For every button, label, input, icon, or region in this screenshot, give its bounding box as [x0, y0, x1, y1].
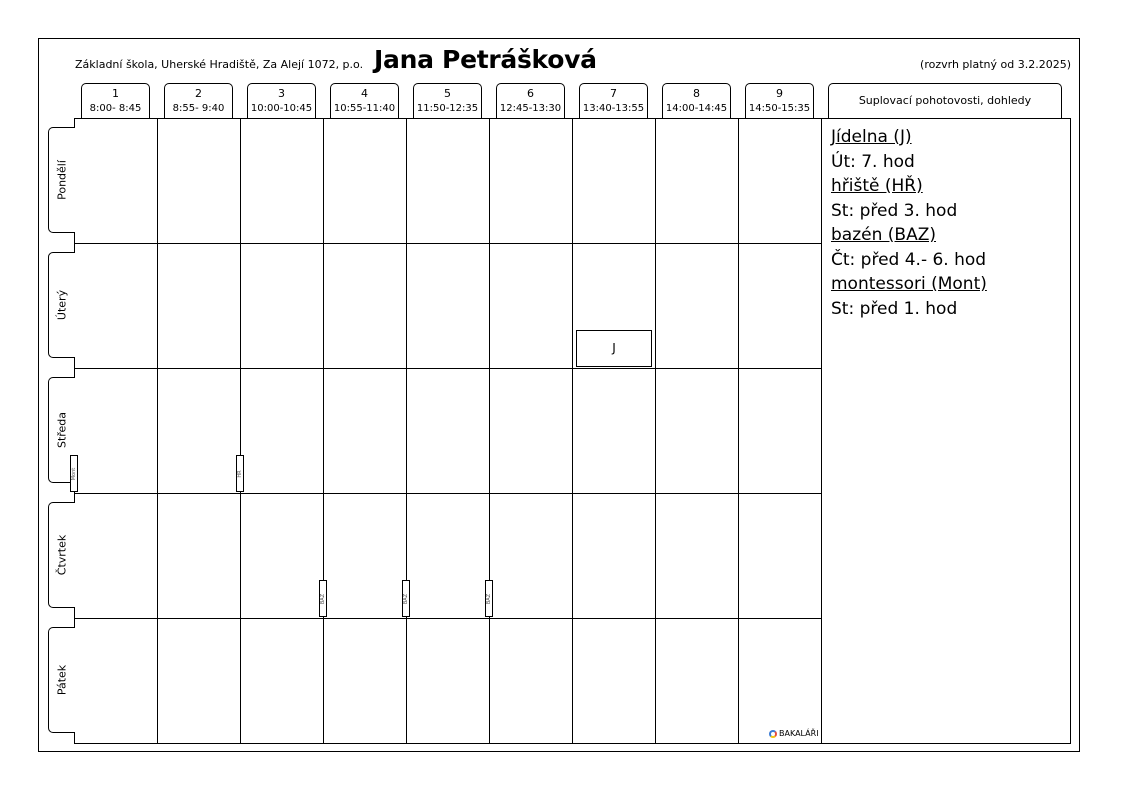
duty-location: bazén (BAZ): [831, 225, 936, 245]
period-header-8: [662, 83, 731, 119]
period-time: 14:00-14:45: [665, 103, 728, 114]
period-time: 11:50-12:35: [416, 103, 479, 114]
period-header-7: [579, 83, 648, 119]
period-time: 8:00- 8:45: [89, 103, 142, 114]
teacher-name: Jana Petrášková: [374, 45, 597, 74]
day-label: Pondělí: [55, 160, 69, 200]
bakalari-icon: [769, 730, 777, 738]
grid-column-divider: [406, 118, 407, 744]
day-tab-tuesday: [48, 252, 75, 358]
duty-location: montessori (Mont): [831, 274, 987, 294]
period-header-1: [81, 83, 150, 119]
period-number: 2: [195, 87, 202, 100]
grid-column-divider: [655, 118, 656, 744]
marker-label: HŘ: [237, 469, 243, 478]
grid-row-divider: [74, 618, 822, 619]
grid-row-divider: [74, 368, 822, 369]
grid-column-divider: [240, 118, 241, 744]
day-tab-monday: [48, 127, 75, 233]
duty-marker-thu-before-4: [319, 580, 327, 617]
period-number: 7: [610, 87, 617, 100]
period-number: 1: [112, 87, 119, 100]
bakalari-logo: [769, 729, 819, 738]
grid-column-divider: [572, 118, 573, 744]
period-number: 5: [444, 87, 451, 100]
period-number: 3: [278, 87, 285, 100]
duty-marker-thu-before-5: [402, 580, 410, 617]
duties-list: [831, 125, 1066, 321]
period-header-3: [247, 83, 316, 119]
duty-marker-wed-before-3: [236, 455, 244, 492]
period-header-9: [745, 83, 814, 119]
period-time: 12:45-13:30: [499, 103, 562, 114]
period-number: 8: [693, 87, 700, 100]
period-header-2: [164, 83, 233, 119]
period-number: 4: [361, 87, 368, 100]
period-time: 10:55-11:40: [333, 103, 396, 114]
duty-cell-tuesday-period-7: J: [576, 330, 652, 367]
grid-duty-divider: [821, 118, 822, 744]
duty-location: Jídelna (J): [831, 127, 912, 147]
period-header-4: [330, 83, 399, 119]
period-time: 8:55- 9:40: [172, 103, 225, 114]
day-label: Středa: [55, 411, 69, 449]
grid-column-divider: [489, 118, 490, 744]
grid-column-divider: [738, 118, 739, 744]
marker-label: BAZ: [486, 593, 492, 604]
marker-label: BAZ: [403, 593, 409, 604]
duty-time: St: před 3. hod: [831, 200, 958, 221]
grid-column-divider: [157, 118, 158, 744]
marker-label: BAZ: [320, 593, 326, 604]
timetable-validity: (rozvrh platný od 3.2.2025): [920, 58, 1071, 71]
grid-column-divider: [323, 118, 324, 744]
duty-time: St: před 1. hod: [831, 298, 958, 319]
day-label: Úterý: [55, 289, 69, 321]
period-header-6: [496, 83, 565, 119]
grid-row-divider: [74, 493, 822, 494]
day-label: Pátek: [55, 664, 69, 696]
brand-label: BAKALÁŘI: [779, 729, 819, 738]
period-time: 13:40-13:55: [582, 103, 645, 114]
duty-time: Út: 7. hod: [831, 151, 915, 172]
duty-header: Suplovací pohotovosti, dohledy: [828, 83, 1062, 119]
duty-time: Čt: před 4.- 6. hod: [831, 249, 987, 270]
school-name: Základní škola, Uherské Hradiště, Za Alejí 1072, p.o.: [75, 58, 364, 71]
marker-label: Mont: [71, 467, 77, 480]
period-header-5: [413, 83, 482, 119]
day-tab-thursday: [48, 502, 75, 608]
grid-row-divider: [74, 243, 822, 244]
duty-marker-thu-before-6: [485, 580, 493, 617]
duty-location: hřiště (HŘ): [831, 176, 923, 196]
day-tab-friday: [48, 627, 75, 733]
day-label: Čtvrtek: [55, 534, 69, 576]
period-time: 14:50-15:35: [748, 103, 811, 114]
period-number: 9: [776, 87, 783, 100]
period-number: 6: [527, 87, 534, 100]
duty-marker-wed-before-1: [70, 455, 78, 492]
period-time: 10:00-10:45: [250, 103, 313, 114]
